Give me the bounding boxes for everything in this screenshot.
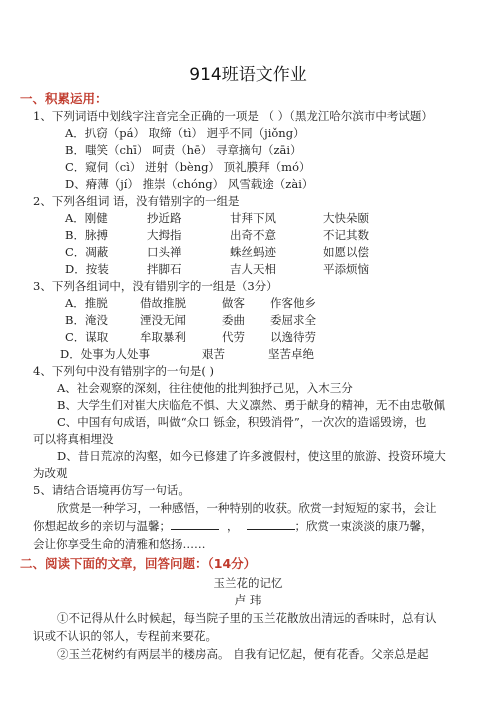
q3-c-4: 以逸待劳: [270, 330, 316, 344]
q5-text-comma: ，: [227, 519, 239, 533]
q1-option-a: A．扒窃（pá） 取缔（tì） 迥乎不同（jiǒng）: [65, 126, 305, 140]
article-paragraph-1-line1: ①不记得从什么时候起，每当院子里的玉兰花散放出清远的香味时，总有认: [57, 611, 437, 625]
q4-option-d-line2: 为改观: [33, 466, 68, 480]
q1-option-b: B．嗤笑（chī） 呵责（hē） 寻章摘句（zāi）: [65, 143, 302, 157]
q2-d-3: 吉人天相: [230, 262, 276, 276]
q2-a-1: A．刚健: [65, 211, 108, 225]
q3-stem: 3、下列各组词中，没有错别字的一组是（3分）: [33, 279, 278, 293]
q3-d-1: D．处事: [60, 347, 104, 361]
q5-text-a: 你想起故乡的亲切与温馨；: [33, 519, 171, 533]
q4-option-a: A、社会观察的深刻，往往使他的批判独抒己见，入木三分: [57, 381, 353, 395]
q4-option-c-line2: 可以将真相埋没: [33, 432, 114, 446]
q1-option-d: D、瘠薄（jí） 推崇（chóng） 风雪载途（zài）: [65, 177, 314, 191]
q5-blank-1[interactable]: [171, 519, 219, 530]
section-2-heading: 二、阅读下面的文章，回答问题：（14分）: [20, 556, 257, 571]
article-paragraph-1-line2: 识或不认识的邻人，专程前来要花。: [33, 629, 217, 643]
section-1-heading: 一、积累运用：: [20, 91, 108, 106]
q3-d-4: 坚苦卓绝: [268, 347, 314, 361]
q2-c-1: C．凋蔽: [65, 245, 109, 259]
q5-blank-2[interactable]: [247, 519, 295, 530]
q2-a-2: 抄近路: [147, 211, 182, 225]
q2-d-2: 拌脚石: [147, 262, 182, 276]
q3-b-1: B．淹没: [65, 313, 108, 327]
q2-b-3: 出奇不意: [230, 228, 276, 242]
q4-option-b: B、大学生们对崔大庆临危不惧、大义凛然、勇于献身的精神，无不由忠敬佩: [57, 398, 445, 412]
q3-d-3: 艰苦: [202, 347, 225, 361]
q3-c-1: C．谋取: [65, 330, 109, 344]
q5-stem: 5、请结合语境再仿写一句话。: [33, 483, 190, 497]
q3-b-4: 委屈求全: [270, 313, 316, 327]
document-title: 914班语文作业: [189, 65, 307, 85]
q2-a-3: 甘拜下风: [230, 211, 276, 225]
q3-a-3: 做客: [222, 296, 245, 310]
q1-option-c: C．窥伺（cì） 迸射（bèng） 顶礼膜拜（mó）: [65, 160, 311, 174]
q3-a-4: 作客他乡: [270, 296, 316, 310]
q3-a-2: 借故推脱: [140, 296, 186, 310]
q2-b-4: 不记其数: [323, 228, 369, 242]
q2-a-4: 大快朵颐: [323, 211, 369, 225]
q3-b-3: 委曲: [222, 313, 245, 327]
q2-stem: 2、下列各组词 语，没有错别字的一组是: [33, 194, 240, 208]
q1-stem: 1、下列词语中划线字注音完全正确的一项是 （ ）（黑龙江哈尔滨市中考试题）: [33, 109, 433, 123]
q2-d-1: D．按装: [65, 262, 109, 276]
article-title: 玉兰花的记忆: [213, 576, 283, 590]
q4-option-d-line1: D、昔日荒凉的沟壑，如今已修建了许多渡假村，使这里的旅游、投资环境大: [57, 449, 446, 463]
q3-d-2: 为人处事: [104, 347, 150, 361]
q5-text-c: ；欣赏一束淡淡的康乃馨，: [294, 519, 433, 533]
q3-c-3: 代劳: [222, 330, 245, 344]
q5-paragraph-line1: 欣赏是一种学习，一种感悟，一种特别的收获。欣赏一封短短的家书，会让: [57, 501, 437, 515]
q5-paragraph-line2: [33, 518, 433, 534]
q4-option-c-line1: C、中国有句成语，叫做“众口 铄金，积毁消骨”，一次次的造谣毁谤，也: [57, 415, 427, 429]
article-paragraph-2-line1: ②玉兰花树约有两层半的楼房高。 自我有记忆起，便有花香。父亲总是起: [57, 647, 429, 661]
q5-paragraph-line3: 会让你享受生命的清雅和悠扬……: [33, 537, 206, 551]
q3-a-1: A．推脱: [65, 296, 108, 310]
q2-c-4: 如愿以偿: [323, 245, 369, 259]
q4-stem: 4、下列句中没有错别字的一句是( ): [33, 364, 214, 378]
q2-b-1: B．脉搏: [65, 228, 108, 242]
article-author: 卢 玮: [234, 593, 262, 607]
q2-c-2: 口头禅: [147, 245, 182, 259]
q2-c-3: 蛛丝蚂迹: [230, 245, 276, 259]
q3-c-2: 牟取暴利: [140, 330, 186, 344]
q2-b-2: 大拇指: [147, 228, 182, 242]
q3-b-2: 湮没无闻: [140, 313, 186, 327]
q2-d-4: 平添烦恼: [323, 262, 369, 276]
